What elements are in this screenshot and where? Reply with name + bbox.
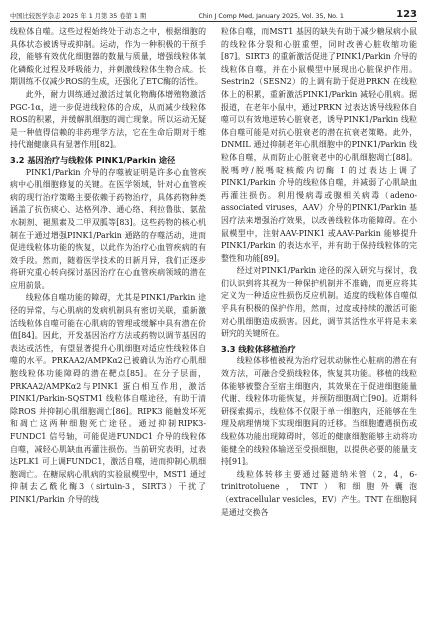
paragraph-mst1-sirt3: 粒体自噬，而MST1 基因的缺失有助于减少糖尿病小鼠的线粒体分裂和心脏重塑，同时改善心脏收缩功能[87]。SIRT3 的重新激活促进了PINK1/Parkin 介导的线粒体自噬，并在小鼠模型中展现出心脏保护作用。Sestrin2（SESN2）的上调有助于促进PRKN 在线粒体上的积累，重新激活PINK1/Parkin 减轻心肌病。据报道，在老年小鼠中，通过PRKN 过表达诱导线粒体自噬可以有效地逆转心脏衰老，诱导PINK1/Parkin 线粒体自噬可能是对抗心脏衰老的潜在抗衰老策略。此外，DNMIL 通过抑制老年心肌细胞中的PINK1/Parkin 线粒体自噬，从而防止心脏衰老中的心肌细胞凋亡[88]。脱嗎哼/脱嗎啶核酸内切酶 I 的过表达上调了PINK1/Parkin 介导的线粒体自噬，并减弱了心肌缺血再灌注损伤。利用慢病毒或腺相关病毒（adeno-associated viruses，AAV）介导的PINK1/Parkin 基因疗法来增强治疗效果，以改善线粒体功能障碍。在小鼠模型中，注射AAV-PINK1 或AAV-Parkin 能够提升PINK1/Parkin 的表达水平，并有助于保持线粒体的完整性和功能[89]。	[221, 27, 417, 263]
section-heading-3-3: 3.3 线粒体移植治疗	[221, 343, 296, 354]
paragraph-endurance-training: 此外，耐力训练通过激活过氧化物酶体增殖物激活PGC-1α，进一步促进线粒体的合成，从而减少线粒体ROS的积累，并缓解肌细胞的凋亡现象。所以运动无疑是一种值得信赖的非药理学方法，它在生命后期对于维持代谢健康具有显著作用[82]。	[10, 89, 206, 150]
paragraph-mitochondrial-transfer: 线粒体转移主要通过隧道纳米管（2，4，6-trinitrotoluene，TNT）和细胞外囊泡（extracellular vesicles，EV）产生。TNT 在细胞间是通过交换各	[221, 469, 417, 517]
left-column	[10, 26, 206, 507]
journal-title-cn: 中国比较医学杂志 2025 年 1 月第 35 卷第 1 期	[10, 12, 147, 20]
running-header	[10, 6, 417, 20]
paragraph-continued: 线粒体自噬。这些过程始终处于动态之中，根据细胞的具体状态被诱导或抑制。运动，作为一种积极的干预手段，能够有效优化细胞器的数量与质量，增强线粒体氧化磷酸化过程及呼吸能力，并刺激线粒体生物合成。长期训练不仅减少ROS的生成，还强化了ETC酶的活性。	[10, 27, 206, 87]
section-heading-3-2: 3.2 基因治疗与线粒体 PINK1/Parkin 途径	[10, 154, 176, 165]
paragraph-mitochondrial-transplant: 线粒体移植被视为治疗冠状动脉性心脏病的潜在有效方法，可融合受损线粒体，恢复其功能。移植的线粒体能够被整合至宿主细胞内，其效果在于促进细胞能量代谢、线粒体功能恢复，并预防细胞凋亡[90]。近期科研探索揭示，线粒体不仅限于单一细胞内，还能够在生理及病理情境下实现细胞间的迁移。当细胞遭遇损伤或线粒体功能出现障碍时，邻近的健康细胞能够主动将功能健全的线粒体输送至受损细胞，以提供必要的能量支持[91]。	[221, 356, 417, 467]
paragraph-adaptive-response: 经过对PINK1/Parkin 途径的深入研究与探讨，我们认识到将其视为一种保护机制并不准确，而更应将其定义为一种适应性损伤反应机制。适度的线粒体自噬似乎具有积极的保护作用，然而，过度或持续的激活可能对心肌细胞造成损害。因此，调节其活性水平将是未来研究的关键所在。	[221, 266, 417, 339]
journal-title-en: Chin J Comp Med, January 2025, Vol. 35, No. 1	[198, 12, 344, 20]
right-column	[221, 26, 417, 519]
paragraph-pink1-parkin-therapy: PINK1/Parkin 介导的存噬被证明是许多心血管疾病中心肌细胞修复的关键。在医学领域，针对心血管疾病的现行治疗策略主要依赖于药物治疗，具体药物种类涵盖了抗伤痰心、达格列净、通心络、利拉鲁肽、氨盐水制剂、褪黑素及二甲双胍等[83]。这些药物的核心机制在于通过增强PINK1/Parkin 通路的存噬活动，进而促进线粒体功能的恢复，以此作为治疗心血管疾病的有效手段。然而，随着医学技术的日新月异，我们正逐步将研究重心转向探讨基因治疗在心血管疾病领域的潜在应用前景。	[10, 167, 206, 290]
paragraph-gene-therapy-targets: 线粒体自噬功能的障碍，尤其是PINK1/Parkin 途径的异常，与心肌病的发病机制具有密切关联，重新激活线粒体自噬可能在心肌病的管理或缓解中具有潜在价值[84]。因此，开发基因治疗方法或药物以调节基因的表达或活性，有望显著提升心肌细胞对适应性线粒体自噬的水平。PRKAA2/AMPKα2已被确认为治疗心肌细胞线粒体功能障碍的潜在靶点[85]。在分子层面，PRKAA2/AMPKα2与PINK1 蛋白相互作用，激活PINK1/Parkin-SQSTM1 线粒体自噬途径，有助于清除ROS 并抑制心肌细胞凋亡[86]。RIPK3 能触发坏死和凋亡这两种细胞死亡途径。通过抑制RIPK3-FUNDC1 信号轴，可能促进FUNDC1 介导的线粒体自噬，减轻心肌缺血再灌注损伤。当前研究表明，过表达PLK1 可上调FUNDC1，激活自噬，进而抑制心肌细胞凋亡。在糖尿病心肌病的实验鼠模型中，MST1 通过抑制去乙酰化酶3（sirtuin-3，SIRT3）干扰了PINK1/Parkin 介导的线	[10, 293, 206, 504]
page-number: 123	[396, 9, 417, 20]
header-rule	[10, 21, 417, 22]
